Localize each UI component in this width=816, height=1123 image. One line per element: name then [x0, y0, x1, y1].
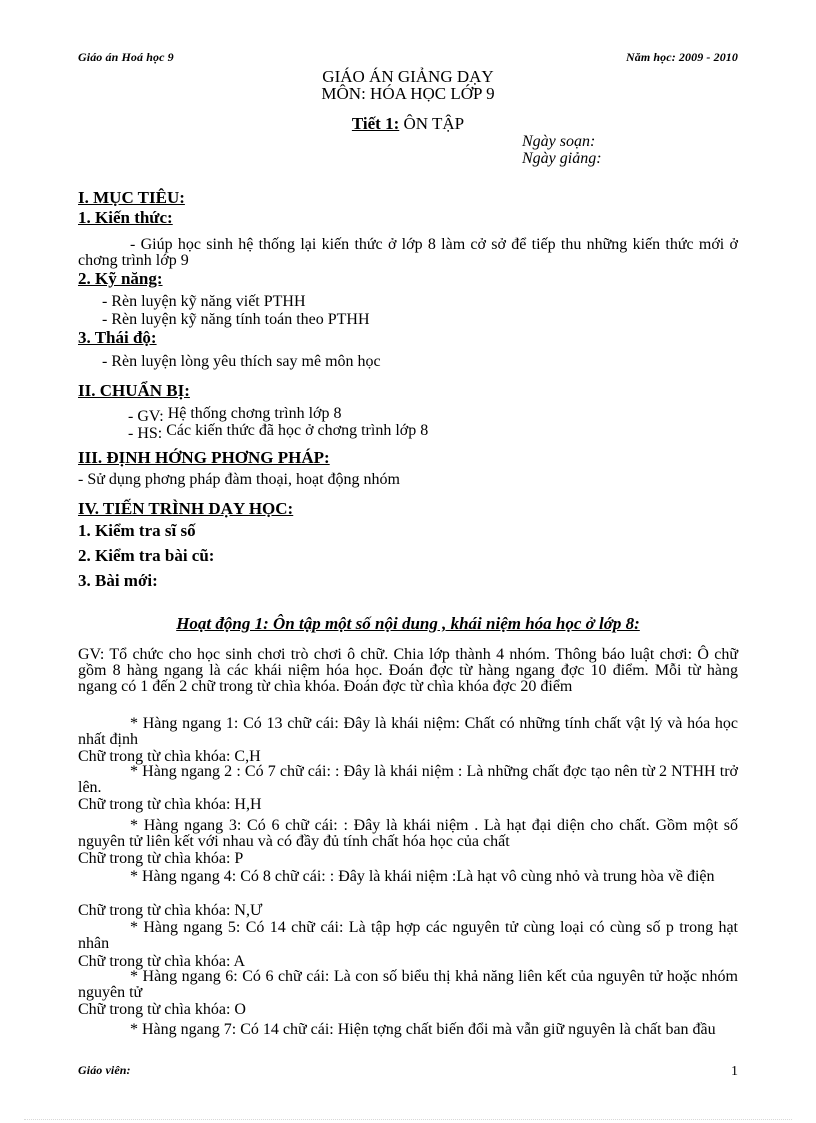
- student-preparation-text: Các kiến thức đã học ở chơng trình lớp 8: [166, 422, 429, 439]
- section-prepare: II. CHUẨN BỊ:: [78, 381, 190, 400]
- header-school-year: Năm học: 2009 - 2010: [626, 50, 738, 64]
- subsection-skills: 2. Kỹ năng:: [78, 269, 163, 288]
- date-prepared: Ngày soạn:: [522, 133, 596, 150]
- crossword-row-2: * Hàng ngang 2 : Có 7 chữ cái: : Đây là khái niệm : Là những chất đợc tạo nên từ 2 NTHH trở lên.: [78, 763, 738, 796]
- step-old-lesson-check: 2. Kiểm tra bài cũ:: [78, 546, 215, 565]
- crossword-key-1: Chữ trong từ chìa khóa: C,H: [78, 748, 261, 765]
- footer-teacher: Giáo viên:: [78, 1063, 131, 1077]
- page-number: 1: [731, 1064, 738, 1079]
- method-text: - Sử dụng phơng pháp đàm thoại, hoạt động nhóm: [78, 471, 400, 488]
- section-objectives: I. MỤC TIÊU:: [78, 188, 185, 207]
- crossword-key-3: Chữ trong từ chìa khóa: P: [78, 850, 244, 867]
- student-preparation: [128, 422, 428, 440]
- crossword-row-7: * Hàng ngang 7: Có 14 chữ cái: Hiện tợng chất biến đổi mà vẫn giữ nguyên là chất ban đầu: [130, 1021, 716, 1038]
- subject-title: MÔN: HÓA HỌC LỚP 9: [321, 84, 495, 103]
- student-label: - HS:: [128, 425, 163, 442]
- teacher-preparation: [128, 405, 342, 423]
- crossword-row-4: * Hàng ngang 4: Có 8 chữ cái: : Đây là khái niệm :Là hạt vô cùng nhỏ và trung hòa về điện: [130, 868, 715, 885]
- crossword-key-4: Chữ trong từ chìa khóa: N,Ư: [78, 902, 263, 919]
- step-attendance: 1. Kiểm tra sĩ số: [78, 521, 196, 540]
- knowledge-text: - Giúp học sinh hệ thống lại kiến thức ở lớp 8 làm cở sở để tiếp thu những kiến thức mới ở chơng trình lớp 9: [78, 236, 738, 269]
- date-taught: Ngày giảng:: [522, 150, 602, 167]
- header-subject: Giáo án Hoá học 9: [78, 50, 174, 64]
- crossword-row-1: * Hàng ngang 1: Có 13 chữ cái: Đây là khái niệm: Chất có những tính chất vật lý và hóa học nhất định: [78, 715, 738, 748]
- crossword-row-6: * Hàng ngang 6: Có 6 chữ cái: Là con số biểu thị khả năng liên kết của nguyên tử hoặc nhóm nguyên tử: [78, 968, 738, 1001]
- activity-intro: GV: Tổ chức cho học sinh chơi trò chơi ô chữ. Chia lớp thành 4 nhóm. Thông báo luật chơi: Ô chữ gồm 8 hàng ngang là các khái niệm hóa học. Đoán đợc từ hàng ngang đợc 10 điểm. Mỗi từ hàng ngang có 1 đến 2 chữ trong từ chìa khóa. Đoán đợc từ chìa khóa đợc 20 điểm: [78, 646, 738, 695]
- crossword-key-2: Chữ trong từ chìa khóa: H,H: [78, 796, 262, 813]
- activity-title: Hoạt động 1: Ôn tập một số nội dung , khái niệm hóa học ở lớp 8:: [176, 614, 640, 633]
- skill-item-2: - Rèn luyện kỹ năng tính toán theo PTHH: [102, 311, 370, 328]
- page-title: GIÁO ÁN GIẢNG DẠY: [322, 67, 494, 86]
- crossword-row-5: * Hàng ngang 5: Có 14 chữ cái: Là tập hợp các nguyên tử cùng loại có cùng số p trong hạt nhân: [78, 919, 738, 952]
- crossword-key-5: Chữ trong từ chìa khóa: A: [78, 953, 246, 970]
- subsection-attitude: 3. Thái độ:: [78, 328, 157, 347]
- skill-item-1: - Rèn luyện kỹ năng viết PTHH: [102, 293, 306, 310]
- crossword-key-6: Chữ trong từ chìa khóa: O: [78, 1001, 246, 1018]
- lesson-number: Tiết 1:: [351, 114, 400, 133]
- page-bottom-dotted-separator: [24, 1119, 792, 1120]
- lesson-heading: [0, 114, 816, 134]
- step-new-lesson: 3. Bài mới:: [78, 571, 158, 590]
- teacher-preparation-text: Hệ thống chơng trình lớp 8: [167, 405, 342, 422]
- subsection-knowledge: 1. Kiến thức:: [78, 208, 173, 227]
- teacher-label: - GV:: [128, 408, 164, 425]
- section-method: III. ĐỊNH HỚNG PHƠNG PHÁP:: [78, 448, 330, 467]
- crossword-row-3: * Hàng ngang 3: Có 6 chữ cái: : Đây là khái niệm . Là hạt đại diện cho chất. Gồm một số nguyên tử liên kết với nhau và có đầy đủ tính chất hóa học của chất: [78, 817, 738, 850]
- section-process: IV. TIẾN TRÌNH DẠY HỌC:: [78, 499, 294, 518]
- lesson-name: ÔN TẬP: [403, 114, 465, 133]
- attitude-text: - Rèn luyện lòng yêu thích say mê môn học: [102, 353, 381, 370]
